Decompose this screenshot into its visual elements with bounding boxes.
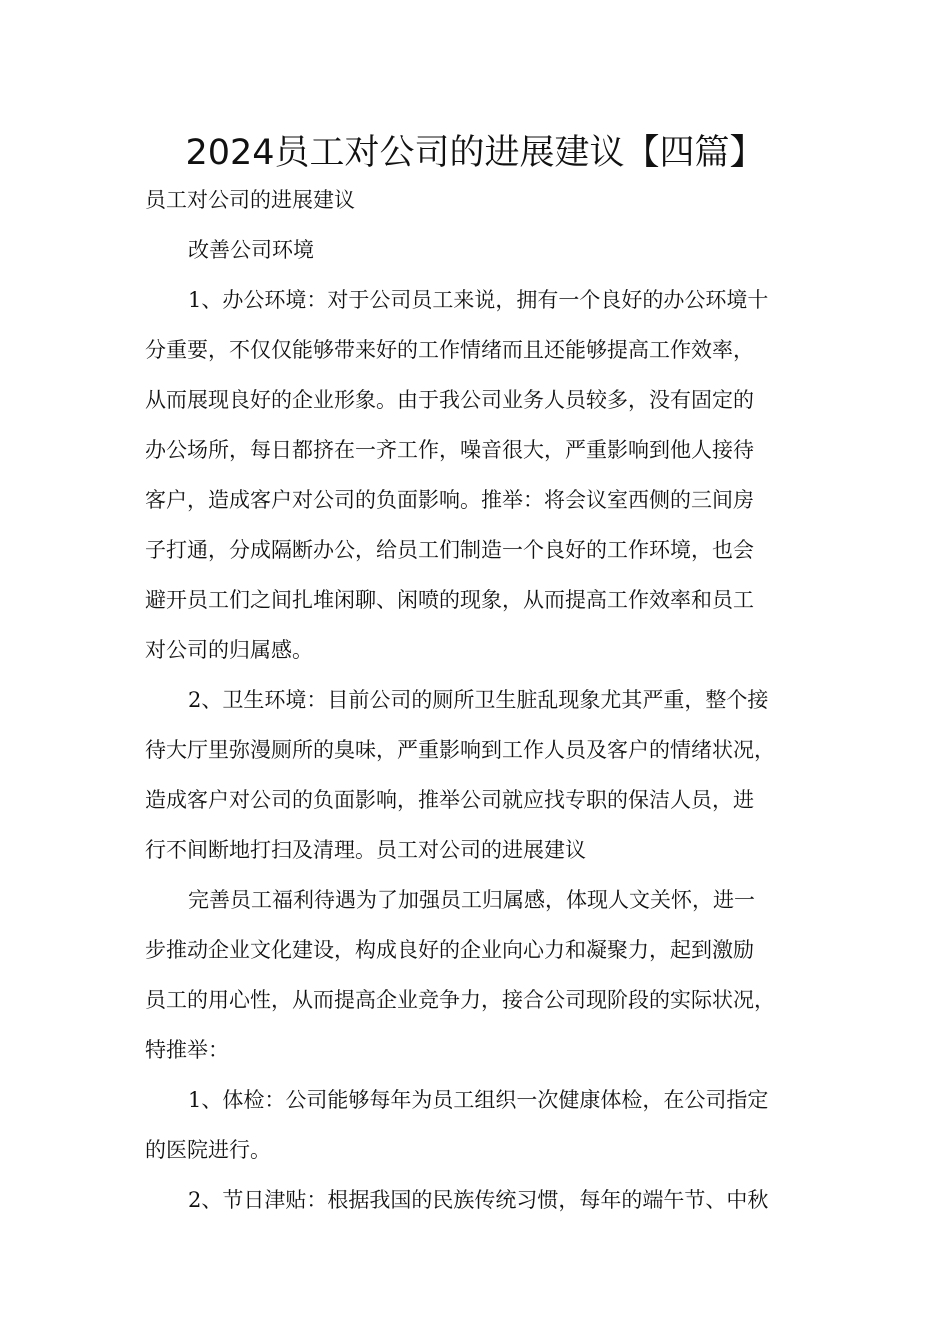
paragraph-line: 1、体检：公司能够每年为员工组织一次健康体检，在公司指定: [188, 1088, 769, 1112]
paragraph-line: 子打通，分成隔断办公，给员工们制造一个良好的工作环境，也会: [145, 538, 754, 562]
paragraph-line: 行不间断地打扫及清理。员工对公司的进展建议: [145, 838, 586, 862]
paragraph-line: 避开员工们之间扎堆闲聊、闲喷的现象，从而提高工作效率和员工: [145, 588, 754, 612]
paragraph-line: 造成客户对公司的负面影响，推举公司就应找专职的保洁人员，进: [145, 788, 754, 812]
paragraph-line: 的医院进行。: [145, 1138, 271, 1162]
paragraph-line: 办公场所，每日都挤在一齐工作，噪音很大，严重影响到他人接待: [145, 438, 754, 462]
paragraph-line: 客户，造成客户对公司的负面影响。推举：将会议室西侧的三间房: [145, 488, 754, 512]
paragraph-line: 1、办公环境：对于公司员工来说，拥有一个良好的办公环境十: [188, 288, 769, 312]
paragraph-line: 2、卫生环境：目前公司的厕所卫生脏乱现象尤其严重，整个接: [188, 688, 769, 712]
paragraph-line: 2、节日津贴：根据我国的民族传统习惯，每年的端午节、中秋: [188, 1188, 769, 1212]
paragraph-line: 员工的用心性，从而提高企业竞争力，接合公司现阶段的实际状况，: [145, 988, 775, 1012]
section-heading: 员工对公司的进展建议: [145, 188, 355, 212]
paragraph-line: 分重要，不仅仅能够带来好的工作情绪而且还能够提高工作效率，: [145, 338, 754, 362]
paragraph-line: 对公司的归属感。: [145, 638, 313, 662]
paragraph-line: 完善员工福利待遇为了加强员工归属感，体现人文关怀，进一: [188, 888, 755, 912]
document-title: 2024员工对公司的进展建议【四篇】: [185, 133, 765, 173]
paragraph-line: 步推动企业文化建设，构成良好的企业向心力和凝聚力，起到激励: [145, 938, 754, 962]
paragraph-line: 待大厅里弥漫厕所的臭味，严重影响到工作人员及客户的情绪状况，: [145, 738, 775, 762]
subsection-heading: 改善公司环境: [188, 238, 314, 262]
paragraph-line: 从而展现良好的企业形象。由于我公司业务人员较多，没有固定的: [145, 388, 754, 412]
paragraph-line: 特推举：: [145, 1038, 229, 1062]
